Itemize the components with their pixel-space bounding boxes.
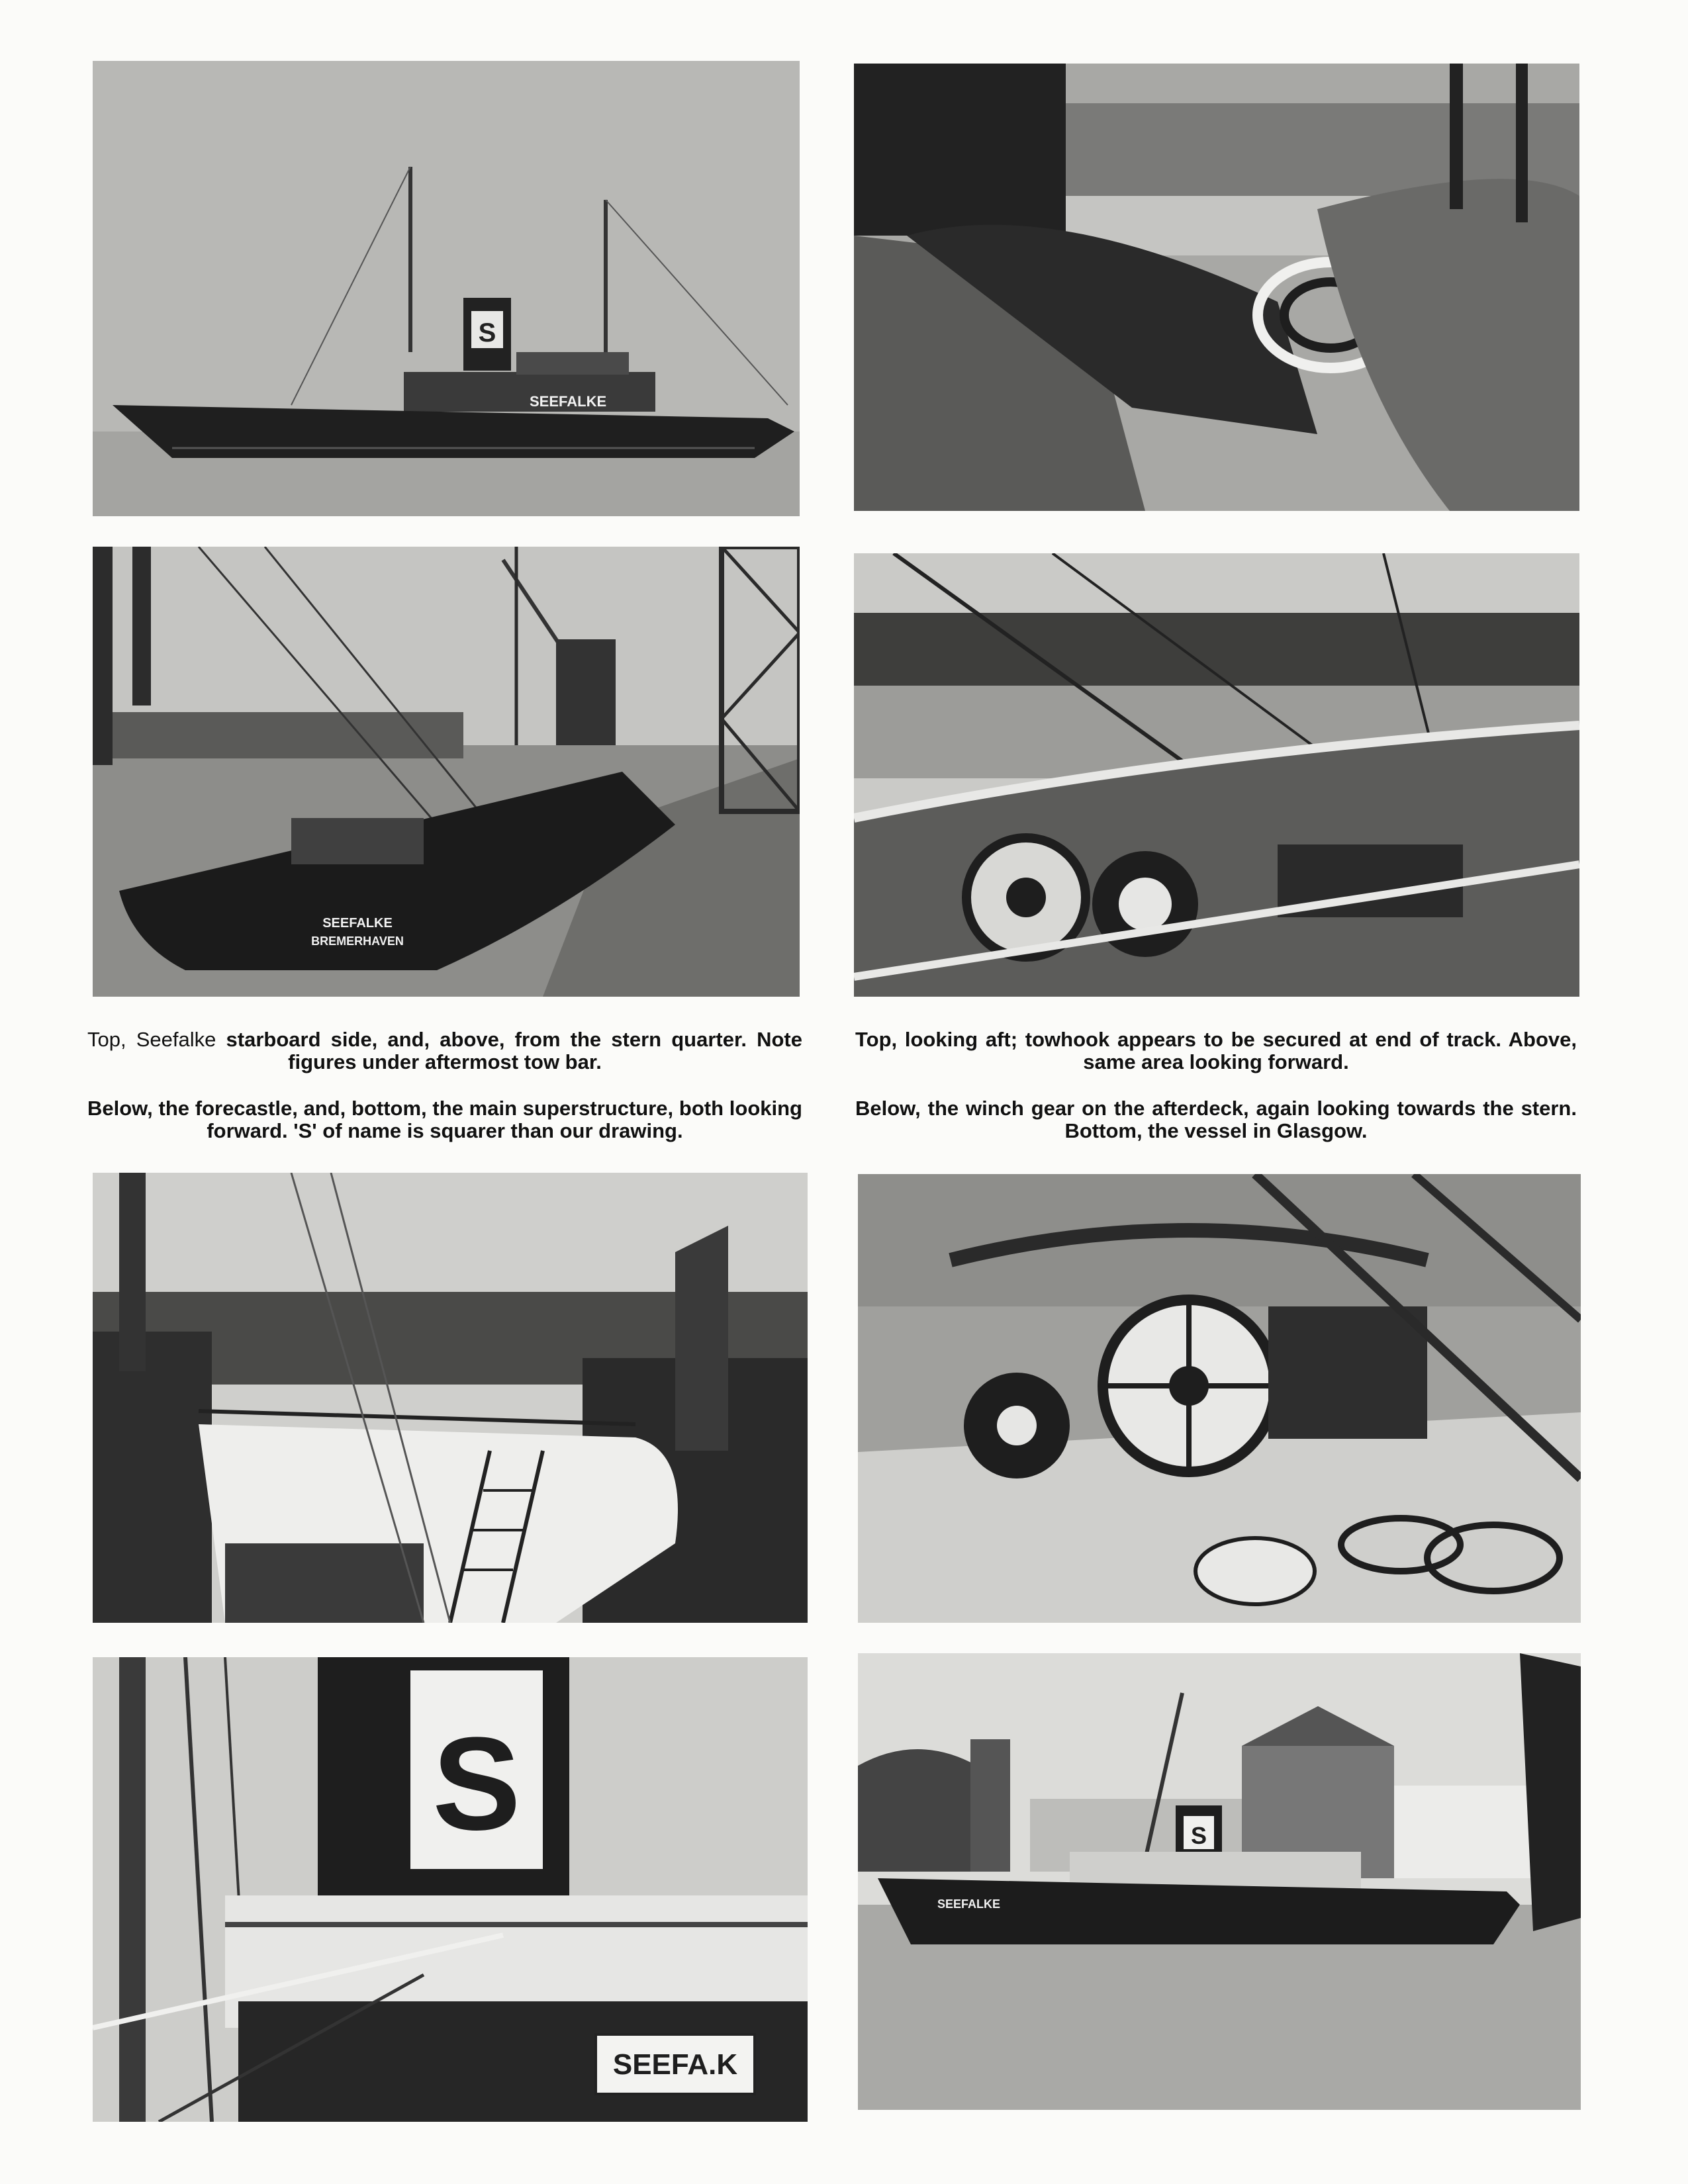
caption-left [87,1028,802,1166]
caption-left-ship-name: Seefalke [136,1028,216,1051]
caption-right-paragraph-1: Top, looking aft; towhook appears to be secured at end of track. Above, same area looking forward. [855,1028,1577,1073]
photo-starboard-side [93,61,800,516]
caption-left-first-word: Top, [87,1028,126,1051]
glasgow-funnel-letter: S [1190,1822,1207,1849]
stern-name: SEEFALKE [322,916,393,931]
funnel-letter: S [478,318,496,347]
stern-port: BREMERHAVEN [311,934,404,948]
caption-right-paragraph-2: Below, the winch gear on the afterdeck, again looking towards the stern. Bottom, the vessel in Glasgow. [855,1097,1577,1142]
photo-looking-forward [854,553,1579,997]
caption-right [855,1028,1577,1166]
caption-left-paragraph-2: Below, the forecastle, and, bottom, the main superstructure, both looking forward. 'S' of name is squarer than our drawing. [87,1097,802,1142]
photo-forecastle [93,1173,808,1623]
caption-left-text-1: starboard side, and, above, from the stern quarter. Note figures under aftermost tow bar. [226,1028,802,1073]
bridge-name-board: SEEFA.K [612,2048,738,2081]
photo-winch-gear [858,1174,1581,1623]
funnel-big-letter: S [432,1710,521,1858]
hull-name: SEEFALKE [530,393,607,410]
caption-left-paragraph-1 [87,1028,802,1073]
glasgow-hull-name: SEEFALKE [937,1897,1001,1911]
photo-main-superstructure [93,1657,808,2122]
photo-vessel-in-glasgow [858,1653,1581,2110]
photo-looking-aft [854,64,1579,511]
photo-stern-quarter [93,547,800,997]
